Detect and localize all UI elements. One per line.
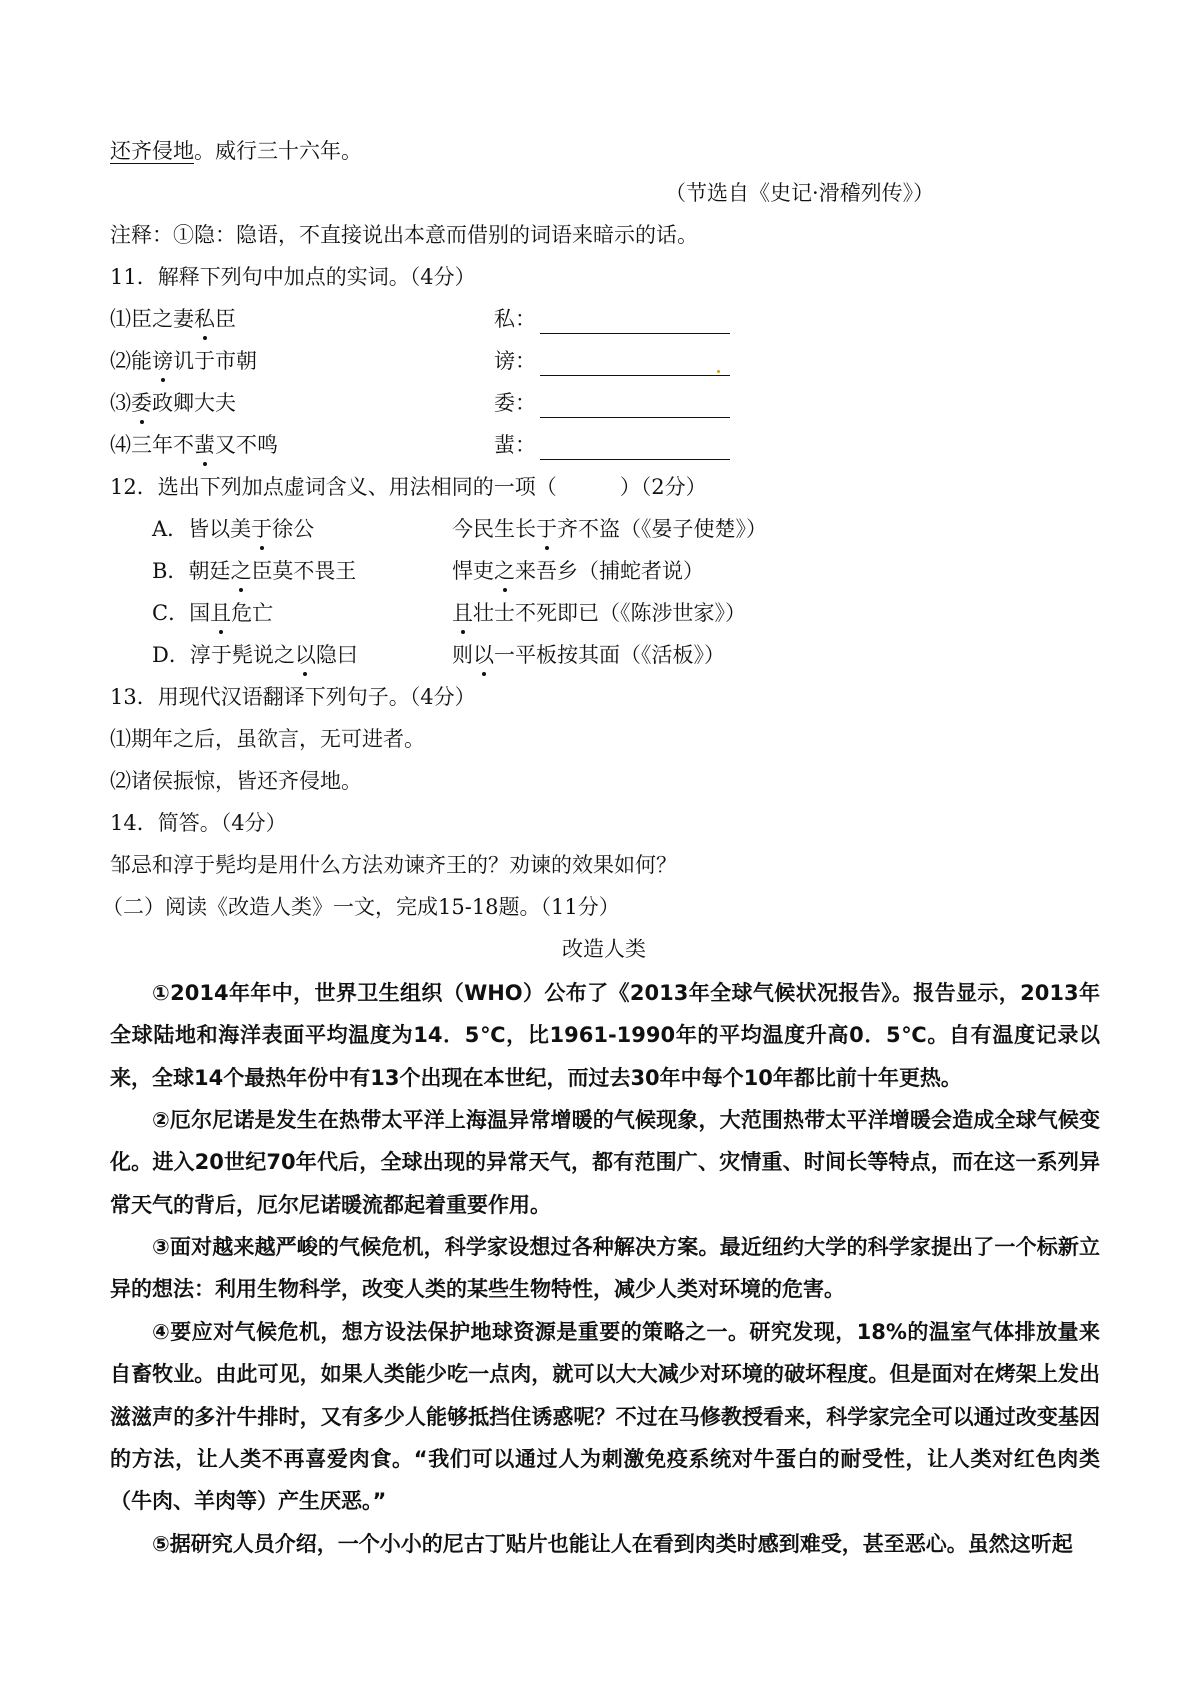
q11-item-text: 又不鸣 [215,433,278,457]
q11-answer-blank[interactable] [540,459,730,460]
q11-item-text: ⑴臣之妻 [110,307,194,331]
footnote: 注释：①隐：隐语，不直接说出本意而借别的词语来暗示的话。 [110,223,698,247]
q11-item-text: ⑶ [110,391,131,415]
q11-label: 委： [494,391,536,415]
q12-dotted-char: 且 [452,598,473,628]
q11-item [110,388,236,418]
q11-answer-blank[interactable] [540,417,730,418]
q11-item-text: 讥于市朝 [173,349,257,373]
option-text: 徐公 [272,517,315,541]
q11-label: 蜚： [494,433,536,457]
q12-option-c-compare [452,598,746,628]
q12-option-b-compare [452,556,704,586]
q11-item [110,304,236,334]
q11-label: 私： [494,307,536,331]
q12-dotted-char: 以 [473,640,494,670]
q11-dotted-char: 蜚 [194,430,215,460]
source-citation: （节选自《史记·滑稽列传》） [665,181,935,205]
q11-item-text: 臣 [215,307,236,331]
q13-title: 13．用现代汉语翻译下列句子。（4分） [110,685,476,709]
q11-item [110,346,257,376]
option-text: 淳于髡说之 [189,643,295,667]
passage-end [110,136,362,166]
article-paragraph-4: ④要应对气候危机，想方设法保护地球资源是重要的策略之一。研究发现，18%的温室气体排放量来自畜牧业。由此可见，如果人类能少吃一点肉，就可以大大减少对环境的破坏程度。但是面对在烤架上发出滋滋声的多汁牛排时，又有多少人能够抵挡住诱惑呢？不过在马修教授看来，科学家完全可以通过改变基因的方法，让人类不再喜爱肉食。“我们可以通过人为刺激免疫系统对牛蛋白的耐受性，让人类对红色肉类（牛肉、羊肉等）产生厌恶。” [110,1320,1100,1514]
yellow-dot-mark [717,370,720,373]
q11-item-text: 政卿大夫 [152,391,236,415]
option-text: 危亡 [231,601,274,625]
passage-end-underlined: 还齐侵地 [110,139,194,163]
q12-option-d[interactable] [152,640,358,670]
q12-option-a-compare [452,514,767,544]
article-paragraph-1: ①2014年年中，世界卫生组织（WHO）公布了《2013年全球气候状况报告》。报告显示，2013年全球陆地和海洋表面平均温度为14．5℃，比1961-1990年的平均温度升高0．5℃。自有温度记录以来，全球14个最热年份中有13个出现在本世纪，而过去30年中每个10年都比前十年更热。 [110,981,1100,1090]
q12-dotted-char: 之 [494,556,515,586]
q14-question: 邹忌和淳于髡均是用什么方法劝谏齐王的？劝谏的效果如何？ [110,853,677,877]
q12-option-b[interactable] [152,556,356,586]
option-letter: D． [152,643,190,667]
option-letter: B． [152,559,189,583]
article-paragraph-5: ⑤据研究人员介绍，一个小小的尼古丁贴片也能让人在看到肉类时感到难受，甚至恶心。虽然这听起 [152,1532,1073,1556]
q12-option-a[interactable] [152,514,314,544]
option-text: 国 [189,601,211,625]
q11-answer-blank[interactable] [540,375,730,376]
q11-answer-blank[interactable] [540,333,730,334]
passage-end-rest: 。威行三十六年。 [194,139,362,163]
option-text: 今民生长 [452,517,536,541]
option-text: 朝廷 [188,559,231,583]
option-text: 则 [452,643,473,667]
article-paragraph-3: ③面对越来越严峻的气候危机，科学家设想过各种解决方案。最近纽约大学的科学家提出了一个标新立异的想法：利用生物科学，改变人类的某些生物特性，减少人类对环境的危害。 [110,1235,1100,1302]
option-text: 壮士不死即已（《陈涉世家》） [473,601,746,625]
option-text: 隐曰 [315,643,358,667]
q11-dotted-char: 私 [194,304,215,334]
q11-item [110,430,278,460]
q12-dotted-char: 于 [251,514,272,544]
option-text: 臣莫不畏王 [251,559,357,583]
q12-option-d-compare [452,640,725,670]
article-paragraph-2: ②厄尔尼诺是发生在热带太平洋上海温异常增暖的气候现象，大范围热带太平洋增暖会造成全球气候变化。进入20世纪70年代后，全球出现的异常天气，都有范围广、灾情重、时间长等特点，而在这一系列异常天气的背后，厄尔尼诺暖流都起着重要作用。 [110,1108,1100,1217]
option-text: 皆以美 [188,517,252,541]
q11-dotted-char: 谤 [152,346,173,376]
q12-dotted-char: 于 [536,514,557,544]
q12-dotted-char: 且 [210,598,231,628]
q14-title: 14．简答。（4分） [110,811,287,835]
q13-sentence: ⑵诸侯振惊，皆还齐侵地。 [110,769,362,793]
section2-intro: （二）阅读《改造人类》一文，完成15-18题。（11分） [102,895,620,919]
option-text: 一平板按其面（《活板》） [494,643,725,667]
q11-title: 11．解释下列句中加点的实词。（4分） [110,265,476,289]
q11-item-text: ⑵能 [110,349,152,373]
option-text: 悍吏 [452,559,494,583]
q11-item-text: ⑷三年不 [110,433,194,457]
option-text: 来吾乡（捕蛇者说） [515,559,704,583]
q12-option-c[interactable] [152,598,273,628]
q12-dotted-char: 之 [230,556,251,586]
q11-dotted-char: 委 [131,388,152,418]
option-text: 齐不盗（《晏子使楚》） [557,517,767,541]
q12-dotted-char: 以 [295,640,316,670]
q13-sentence: ⑴期年之后，虽欲言，无可进者。 [110,727,425,751]
q12-title: 12．选出下列加点虚词含义、用法相同的一项（ ）（2分） [110,475,707,499]
q11-label: 谤： [494,349,536,373]
option-letter: C． [152,601,190,625]
article-title: 改造人类 [562,937,646,961]
option-letter: A． [152,517,189,541]
